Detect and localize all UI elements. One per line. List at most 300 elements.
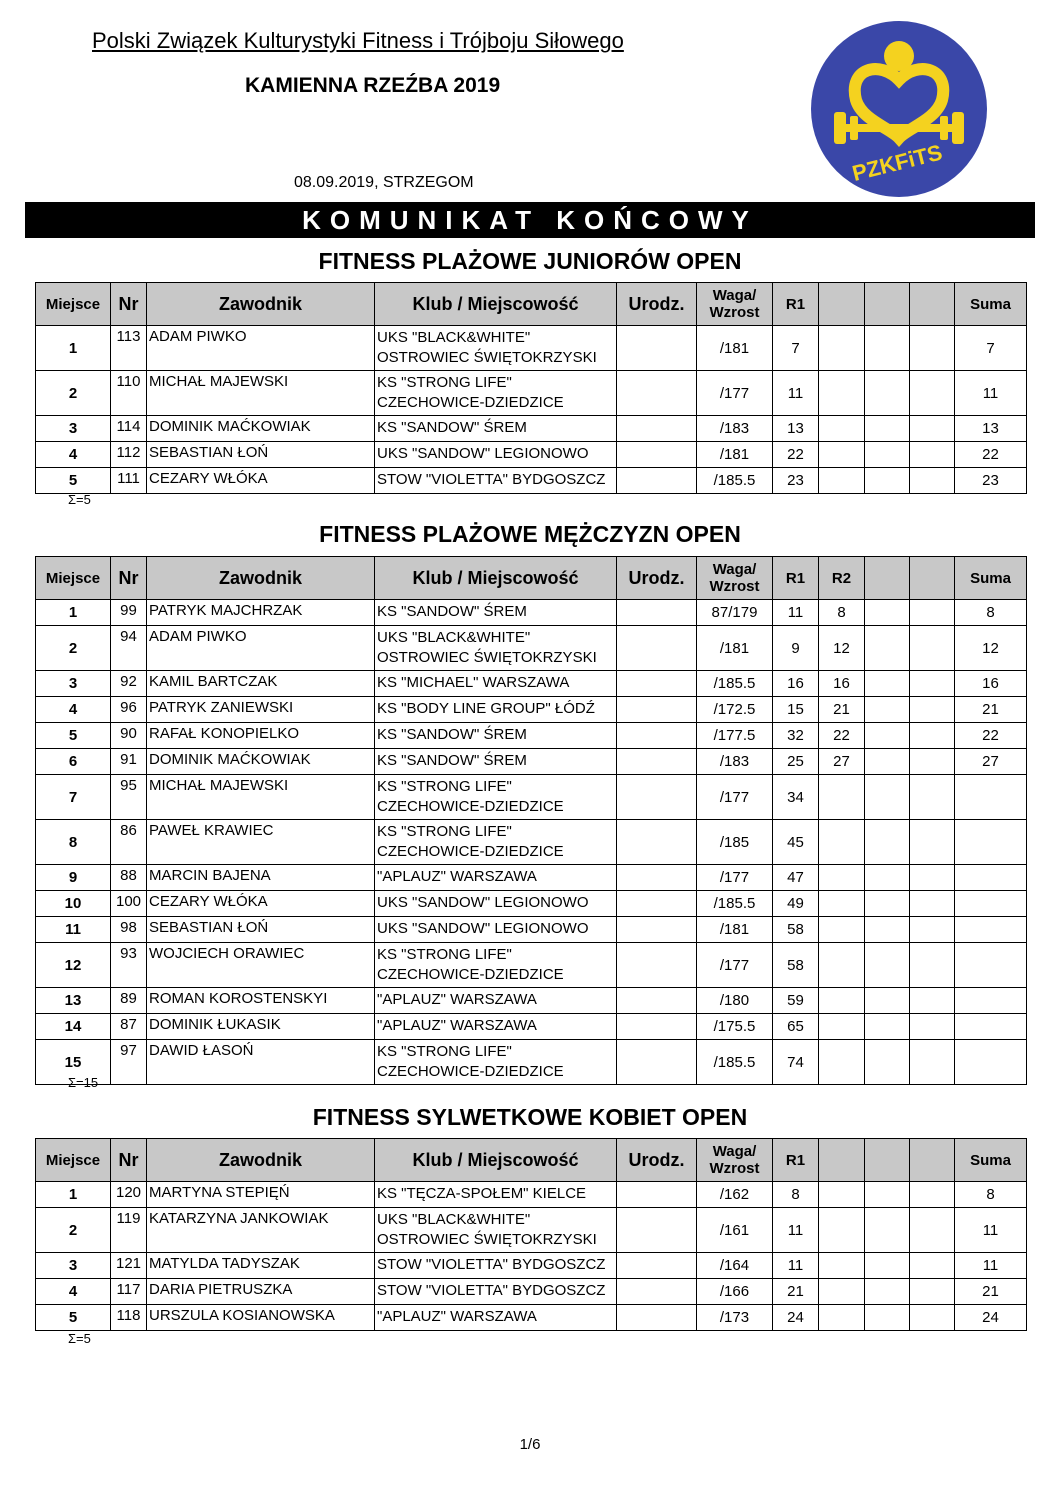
club-line1: "APLAUZ" WARSZAWA: [377, 1308, 537, 1325]
cell-athlete: DAWID ŁASOŃ: [147, 1040, 375, 1085]
cell-nr: 92: [111, 671, 147, 697]
header-weight-line1: Waga/: [712, 561, 757, 578]
club-line1: UKS "SANDOW" LEGIONOWO: [377, 920, 589, 937]
cell-nr: 98: [111, 917, 147, 943]
header-club: Klub / Miejscowość: [375, 557, 617, 600]
results-table: [35, 556, 1027, 1085]
cell-r1: 59: [773, 988, 819, 1014]
cell-r2: [819, 943, 865, 988]
cell-born: [617, 671, 697, 697]
cell-athlete: CEZARY WŁÓKA: [147, 891, 375, 917]
cell-club: [375, 442, 617, 468]
cell-club: [375, 775, 617, 820]
cell-r1: 34: [773, 775, 819, 820]
cell-weight-height: /177: [697, 775, 773, 820]
cell-weight-height: /181: [697, 442, 773, 468]
cell-weight-height: /177: [697, 371, 773, 416]
club-line1: "APLAUZ" WARSZAWA: [377, 1017, 537, 1034]
section-title: FITNESS SYLWETKOWE KOBIET OPEN: [312, 1104, 748, 1130]
cell-place: 1: [36, 600, 111, 626]
pzkfits-logo-icon: [810, 20, 988, 198]
cell-empty: [865, 891, 910, 917]
cell-weight-height: /166: [697, 1279, 773, 1305]
cell-athlete: MARCIN BAJENA: [147, 865, 375, 891]
cell-weight-height: /185.5: [697, 671, 773, 697]
cell-nr: 88: [111, 865, 147, 891]
cell-nr: 121: [111, 1253, 147, 1279]
cell-r2: [819, 775, 865, 820]
cell-empty: [910, 891, 955, 917]
cell-empty: [865, 697, 910, 723]
cell-weight-height: /172.5: [697, 697, 773, 723]
cell-nr: 90: [111, 723, 147, 749]
cell-r2: 22: [819, 723, 865, 749]
cell-empty: [910, 775, 955, 820]
cell-weight-height: /161: [697, 1208, 773, 1253]
cell-born: [617, 749, 697, 775]
cell-athlete: RAFAŁ KONOPIELKO: [147, 723, 375, 749]
cell-r1: 15: [773, 697, 819, 723]
competitor-count: Σ=5: [68, 492, 91, 507]
cell-nr: 95: [111, 775, 147, 820]
cell-empty: [910, 1253, 955, 1279]
cell-r2: 12: [819, 626, 865, 671]
cell-r1: 45: [773, 820, 819, 865]
club-line2: CZECHOWICE-DZIEDZICE: [377, 1063, 564, 1080]
cell-weight-height: /181: [697, 326, 773, 371]
header-name: Zawodnik: [147, 557, 375, 600]
cell-r1: 22: [773, 442, 819, 468]
table-row: [36, 917, 1027, 943]
cell-weight-height: /177.5: [697, 723, 773, 749]
cell-empty: [865, 1182, 910, 1208]
club-line2: CZECHOWICE-DZIEDZICE: [377, 798, 564, 815]
header-r1: R1: [773, 557, 819, 600]
cell-athlete: DOMINIK MAĆKOWIAK: [147, 416, 375, 442]
header-weight: [697, 283, 773, 326]
table-row: [36, 1305, 1027, 1331]
cell-born: [617, 775, 697, 820]
cell-club: [375, 865, 617, 891]
club-line1: KS "STRONG LIFE": [377, 374, 512, 391]
cell-empty: [910, 1040, 955, 1085]
cell-club: [375, 943, 617, 988]
header-born: Urodz.: [617, 283, 697, 326]
table-row: [36, 1279, 1027, 1305]
table-row: [36, 468, 1027, 494]
cell-club: [375, 671, 617, 697]
header-r1: R1: [773, 1139, 819, 1182]
cell-r2: [819, 371, 865, 416]
table-row: [36, 671, 1027, 697]
cell-sum: 16: [955, 671, 1027, 697]
cell-sum: 22: [955, 442, 1027, 468]
cell-r2: 21: [819, 697, 865, 723]
table-row: [36, 1182, 1027, 1208]
cell-empty: [865, 371, 910, 416]
club-line1: KS "STRONG LIFE": [377, 778, 512, 795]
header-born: Urodz.: [617, 557, 697, 600]
table-row: [36, 865, 1027, 891]
cell-r2: [819, 820, 865, 865]
header-place: Miejsce: [36, 1139, 111, 1182]
club-line1: KS "STRONG LIFE": [377, 946, 512, 963]
table-row: [36, 600, 1027, 626]
cell-weight-height: /183: [697, 749, 773, 775]
club-line1: STOW "VIOLETTA" BYDGOSZCZ: [377, 1256, 606, 1273]
header-nr: Nr: [111, 1139, 147, 1182]
club-line2: CZECHOWICE-DZIEDZICE: [377, 966, 564, 983]
cell-r2: [819, 1253, 865, 1279]
cell-place: 1: [36, 1182, 111, 1208]
cell-club: [375, 891, 617, 917]
final-communique-banner: KOMUNIKAT KOŃCOWY: [25, 202, 1035, 238]
header-r1: R1: [773, 283, 819, 326]
table-row: [36, 891, 1027, 917]
cell-club: [375, 1208, 617, 1253]
cell-sum: [955, 820, 1027, 865]
cell-nr: 94: [111, 626, 147, 671]
cell-club: [375, 1040, 617, 1085]
cell-club: [375, 1279, 617, 1305]
cell-club: [375, 697, 617, 723]
organization-name: Polski Związek Kulturystyki Fitness i Trójboju Siłowego: [92, 28, 624, 53]
club-line2: OSTROWIEC ŚWIĘTOKRZYSKI: [377, 349, 597, 366]
header-name: Zawodnik: [147, 1139, 375, 1182]
cell-nr: 113: [111, 326, 147, 371]
cell-empty: [865, 326, 910, 371]
cell-place: 6: [36, 749, 111, 775]
header-weight: [697, 1139, 773, 1182]
cell-r2: [819, 988, 865, 1014]
cell-empty: [865, 1040, 910, 1085]
cell-sum: 8: [955, 1182, 1027, 1208]
header-sum: Suma: [955, 557, 1027, 600]
cell-sum: [955, 1014, 1027, 1040]
club-line1: UKS "BLACK&WHITE": [377, 629, 531, 646]
cell-club: [375, 626, 617, 671]
cell-sum: 13: [955, 416, 1027, 442]
cell-place: 15: [36, 1040, 111, 1085]
cell-weight-height: /185.5: [697, 1040, 773, 1085]
cell-athlete: ADAM PIWKO: [147, 326, 375, 371]
cell-sum: 22: [955, 723, 1027, 749]
competitor-count: Σ=5: [68, 1331, 91, 1346]
club-line1: "APLAUZ" WARSZAWA: [377, 991, 537, 1008]
club-line1: KS "BODY LINE GROUP" ŁÓDŹ: [377, 700, 595, 717]
cell-place: 2: [36, 626, 111, 671]
cell-club: [375, 723, 617, 749]
cell-weight-height: /185.5: [697, 468, 773, 494]
table-row: [36, 1208, 1027, 1253]
cell-born: [617, 891, 697, 917]
header-nr: Nr: [111, 283, 147, 326]
header-place: Miejsce: [36, 283, 111, 326]
table-row: [36, 775, 1027, 820]
cell-nr: 89: [111, 988, 147, 1014]
cell-empty: [910, 1208, 955, 1253]
table-row: [36, 626, 1027, 671]
cell-weight-height: /162: [697, 1182, 773, 1208]
cell-place: 8: [36, 820, 111, 865]
header-weight-line2: Wzrost: [709, 1160, 760, 1177]
club-line1: KS "SANDOW" ŚREM: [377, 752, 527, 769]
cell-empty: [910, 600, 955, 626]
cell-athlete: DOMINIK ŁUKASIK: [147, 1014, 375, 1040]
cell-sum: 12: [955, 626, 1027, 671]
header-empty: [910, 1139, 955, 1182]
cell-born: [617, 697, 697, 723]
club-line1: UKS "BLACK&WHITE": [377, 1211, 531, 1228]
cell-sum: [955, 943, 1027, 988]
cell-empty: [910, 988, 955, 1014]
club-line1: KS "SANDOW" ŚREM: [377, 419, 527, 436]
cell-place: 9: [36, 865, 111, 891]
cell-athlete: SEBASTIAN ŁOŃ: [147, 442, 375, 468]
logo-text: PZKFiTS: [849, 139, 945, 186]
cell-born: [617, 723, 697, 749]
cell-club: [375, 1014, 617, 1040]
cell-nr: 87: [111, 1014, 147, 1040]
cell-club: [375, 1182, 617, 1208]
cell-born: [617, 988, 697, 1014]
cell-athlete: SEBASTIAN ŁOŃ: [147, 917, 375, 943]
cell-club: [375, 1253, 617, 1279]
cell-r2: [819, 1305, 865, 1331]
cell-r1: 11: [773, 371, 819, 416]
cell-club: [375, 468, 617, 494]
club-line1: KS "STRONG LIFE": [377, 823, 512, 840]
cell-r1: 23: [773, 468, 819, 494]
cell-empty: [910, 626, 955, 671]
cell-r2: [819, 917, 865, 943]
cell-weight-height: /175.5: [697, 1014, 773, 1040]
header-club: Klub / Miejscowość: [375, 283, 617, 326]
cell-nr: 96: [111, 697, 147, 723]
cell-sum: 11: [955, 1208, 1027, 1253]
club-line1: KS "STRONG LIFE": [377, 1043, 512, 1060]
cell-r1: 58: [773, 943, 819, 988]
cell-empty: [865, 1014, 910, 1040]
club-line1: KS "SANDOW" ŚREM: [377, 726, 527, 743]
cell-athlete: ROMAN KOROSTENSKYI: [147, 988, 375, 1014]
cell-born: [617, 917, 697, 943]
cell-born: [617, 626, 697, 671]
cell-weight-height: /181: [697, 626, 773, 671]
club-line2: OSTROWIEC ŚWIĘTOKRZYSKI: [377, 1231, 597, 1248]
cell-empty: [865, 468, 910, 494]
cell-r2: [819, 326, 865, 371]
cell-club: [375, 371, 617, 416]
cell-athlete: MARTYNA STEPIĘŃ: [147, 1182, 375, 1208]
cell-born: [617, 1014, 697, 1040]
cell-r1: 11: [773, 1208, 819, 1253]
cell-empty: [910, 943, 955, 988]
cell-empty: [865, 626, 910, 671]
cell-r1: 74: [773, 1040, 819, 1085]
club-line1: UKS "BLACK&WHITE": [377, 329, 531, 346]
club-line1: "APLAUZ" WARSZAWA: [377, 868, 537, 885]
cell-born: [617, 600, 697, 626]
cell-empty: [910, 749, 955, 775]
cell-born: [617, 371, 697, 416]
cell-r2: [819, 891, 865, 917]
cell-club: [375, 326, 617, 371]
cell-place: 2: [36, 371, 111, 416]
cell-athlete: WOJCIECH ORAWIEC: [147, 943, 375, 988]
cell-r2: [819, 1208, 865, 1253]
cell-r2: [819, 442, 865, 468]
cell-empty: [865, 749, 910, 775]
cell-weight-height: /185: [697, 820, 773, 865]
cell-r2: [819, 1040, 865, 1085]
cell-weight-height: /185.5: [697, 891, 773, 917]
cell-weight-height: /177: [697, 943, 773, 988]
header-weight-line2: Wzrost: [709, 304, 760, 321]
cell-empty: [910, 1182, 955, 1208]
cell-sum: [955, 891, 1027, 917]
cell-nr: 120: [111, 1182, 147, 1208]
cell-r1: 49: [773, 891, 819, 917]
cell-place: 3: [36, 671, 111, 697]
cell-nr: 99: [111, 600, 147, 626]
cell-club: [375, 988, 617, 1014]
cell-r1: 24: [773, 1305, 819, 1331]
cell-club: [375, 600, 617, 626]
cell-r1: 65: [773, 1014, 819, 1040]
section-title: FITNESS PLAŻOWE MĘŻCZYZN OPEN: [319, 521, 741, 547]
cell-r1: 21: [773, 1279, 819, 1305]
cell-place: 13: [36, 988, 111, 1014]
header-r2: R2: [819, 557, 865, 600]
cell-club: [375, 917, 617, 943]
header-weight-line1: Waga/: [712, 287, 757, 304]
cell-empty: [865, 723, 910, 749]
cell-weight-height: /181: [697, 917, 773, 943]
cell-athlete: ADAM PIWKO: [147, 626, 375, 671]
cell-r1: 11: [773, 1253, 819, 1279]
header-born: Urodz.: [617, 1139, 697, 1182]
cell-nr: 110: [111, 371, 147, 416]
table-row: [36, 697, 1027, 723]
cell-athlete: CEZARY WŁÓKA: [147, 468, 375, 494]
club-line2: CZECHOWICE-DZIEDZICE: [377, 843, 564, 860]
cell-sum: [955, 775, 1027, 820]
table-row: [36, 1253, 1027, 1279]
header-club: Klub / Miejscowość: [375, 1139, 617, 1182]
cell-r1: 16: [773, 671, 819, 697]
cell-place: 4: [36, 442, 111, 468]
cell-r1: 9: [773, 626, 819, 671]
cell-nr: 118: [111, 1305, 147, 1331]
cell-place: 3: [36, 1253, 111, 1279]
cell-empty: [865, 865, 910, 891]
cell-born: [617, 943, 697, 988]
header-empty: [865, 557, 910, 600]
table-row: [36, 820, 1027, 865]
cell-empty: [910, 371, 955, 416]
cell-sum: 23: [955, 468, 1027, 494]
header-empty: [910, 283, 955, 326]
section-title: FITNESS PLAŻOWE JUNIORÓW OPEN: [318, 248, 742, 274]
cell-athlete: DARIA PIETRUSZKA: [147, 1279, 375, 1305]
club-line2: OSTROWIEC ŚWIĘTOKRZYSKI: [377, 649, 597, 666]
cell-place: 5: [36, 1305, 111, 1331]
table-row: [36, 442, 1027, 468]
header-place: Miejsce: [36, 557, 111, 600]
cell-athlete: KATARZYNA JANKOWIAK: [147, 1208, 375, 1253]
cell-nr: 111: [111, 468, 147, 494]
cell-r2: 27: [819, 749, 865, 775]
table-row: [36, 723, 1027, 749]
cell-empty: [865, 917, 910, 943]
header-empty: [910, 557, 955, 600]
cell-r1: 11: [773, 600, 819, 626]
cell-athlete: DOMINIK MAĆKOWIAK: [147, 749, 375, 775]
header-empty: [865, 1139, 910, 1182]
cell-place: 14: [36, 1014, 111, 1040]
results-table: [35, 1138, 1027, 1331]
cell-r2: [819, 1279, 865, 1305]
cell-r1: 47: [773, 865, 819, 891]
cell-empty: [865, 988, 910, 1014]
table-row: [36, 371, 1027, 416]
cell-empty: [865, 943, 910, 988]
cell-empty: [865, 416, 910, 442]
cell-empty: [910, 671, 955, 697]
cell-sum: 24: [955, 1305, 1027, 1331]
table-row: [36, 416, 1027, 442]
cell-empty: [910, 326, 955, 371]
header-weight-line2: Wzrost: [709, 578, 760, 595]
cell-empty: [910, 865, 955, 891]
header-weight-line1: Waga/: [712, 1143, 757, 1160]
event-title: KAMIENNA RZEŹBA 2019: [245, 74, 501, 97]
cell-athlete: PATRYK MAJCHRZAK: [147, 600, 375, 626]
cell-weight-height: /183: [697, 416, 773, 442]
cell-place: 4: [36, 697, 111, 723]
cell-nr: 112: [111, 442, 147, 468]
header-nr: Nr: [111, 557, 147, 600]
cell-nr: 93: [111, 943, 147, 988]
cell-place: 1: [36, 326, 111, 371]
cell-club: [375, 416, 617, 442]
cell-place: 2: [36, 1208, 111, 1253]
cell-r2: [819, 865, 865, 891]
cell-sum: [955, 917, 1027, 943]
cell-empty: [910, 1014, 955, 1040]
cell-sum: 27: [955, 749, 1027, 775]
cell-athlete: MICHAŁ MAJEWSKI: [147, 371, 375, 416]
cell-empty: [865, 442, 910, 468]
cell-place: 7: [36, 775, 111, 820]
cell-r2: 8: [819, 600, 865, 626]
cell-athlete: KAMIL BARTCZAK: [147, 671, 375, 697]
header-r2: [819, 1139, 865, 1182]
cell-weight-height: /180: [697, 988, 773, 1014]
cell-empty: [865, 820, 910, 865]
cell-athlete: URSZULA KOSIANOWSKA: [147, 1305, 375, 1331]
cell-sum: 21: [955, 697, 1027, 723]
cell-sum: 7: [955, 326, 1027, 371]
cell-empty: [865, 1208, 910, 1253]
cell-nr: 117: [111, 1279, 147, 1305]
header-r2: [819, 283, 865, 326]
club-line1: STOW "VIOLETTA" BYDGOSZCZ: [377, 471, 606, 488]
cell-empty: [865, 671, 910, 697]
cell-born: [617, 1040, 697, 1085]
cell-sum: 11: [955, 1253, 1027, 1279]
